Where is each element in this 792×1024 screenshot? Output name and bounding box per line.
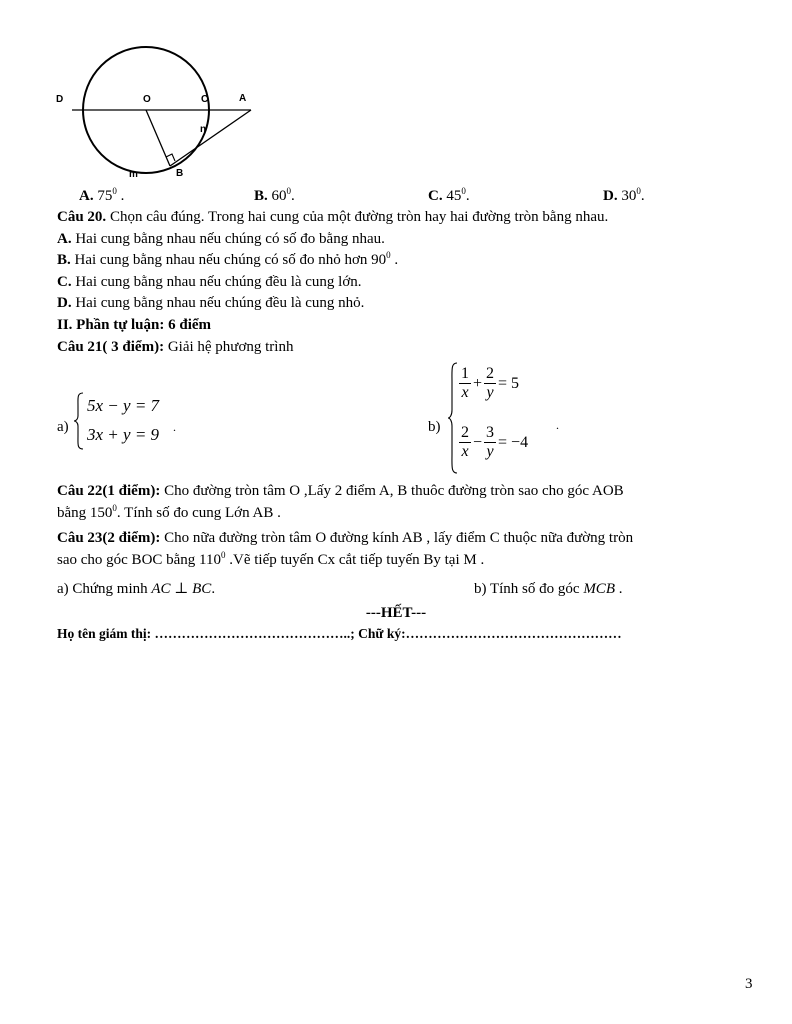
label-d: D	[56, 94, 64, 105]
q21-a-label: a)	[57, 419, 69, 435]
label-a: A	[239, 93, 247, 104]
label-b: B	[176, 168, 184, 179]
geometry-figure	[50, 40, 270, 190]
q21-a-eq1: 5x − y = 7	[87, 396, 160, 415]
q20-option-c: C. Hai cung bằng nhau nếu chúng đều là cung lớn.	[57, 274, 362, 290]
q19-option-c: C. $45^0$.	[428, 186, 470, 204]
q23-part-b: b) Tính số đo góc MCB .	[474, 581, 623, 597]
label-n: n	[200, 124, 207, 135]
end-mark: ---HẾT---	[365, 605, 427, 621]
q22-line2: bằng $150^0$. Tính số đo cung Lớn AB .	[57, 503, 281, 521]
q20-option-d: D. Hai cung bằng nhau nếu chúng đều là cung nhỏ.	[57, 295, 365, 311]
q20-question: Câu 20. Chọn câu đúng. Trong hai cung của một đường tròn hay hai đường tròn bằng nhau.	[57, 209, 609, 225]
tangent-line-ab	[170, 110, 251, 166]
q20-option-b: B. Hai cung bằng nhau nếu chúng có số đo nhỏ hơn $90^0$ .	[57, 250, 399, 268]
page-number: 3	[745, 976, 753, 992]
q19-option-d: D. $30^0$.	[603, 186, 645, 204]
q23-line2: sao cho góc BOC bằng $110^0$ .Vẽ tiếp tuyến Cx cắt tiếp tuyến By tại M .	[57, 550, 485, 568]
q21-a-end: .	[173, 420, 176, 434]
q21-a-brace	[73, 392, 85, 450]
q21-b-end: .	[556, 418, 559, 432]
q21-question: Câu 21( 3 điểm): Giải hệ phương trình	[57, 339, 294, 355]
q19-option-a: A. $75^0$ .	[79, 186, 125, 204]
q21-b-eq2: $\frac{2}{x}$ − $\frac{3}{y}$ = −4	[461, 424, 529, 460]
q22-line1: Câu 22(1 điểm): Cho đường tròn tâm O ,Lấy 2 điểm A, B thuôc đường tròn sao cho góc AOB	[57, 483, 624, 499]
q21-b-brace	[447, 362, 459, 474]
q19-option-b: B. $60^0$.	[254, 186, 295, 204]
proctor-signature-line: Họ tên giám thị: ……………………………………..; Chữ ký:…………………………………………	[57, 626, 622, 641]
q21-b-label: b)	[428, 419, 441, 435]
q21-a-eq2: 3x + y = 9	[87, 425, 160, 444]
radius-ob	[146, 110, 170, 166]
label-o: O	[143, 94, 151, 105]
label-m: m	[129, 169, 138, 180]
q23-part-a: a) Chứng minh AC ⊥ BC.	[57, 581, 216, 597]
q20-option-a: A. Hai cung bằng nhau nếu chúng có số đo bằng nhau.	[57, 231, 385, 247]
q23-line1: Câu 23(2 điểm): Cho nữa đường tròn tâm O đường kính AB , lấy điểm C thuộc nữa đường tròn	[57, 530, 634, 546]
label-c: C	[201, 94, 209, 105]
q21-b-eq1: $\frac{1}{x}$ + $\frac{2}{y}$ = 5	[461, 365, 520, 401]
part2-title: II. Phần tự luận: 6 điểm	[57, 317, 212, 333]
